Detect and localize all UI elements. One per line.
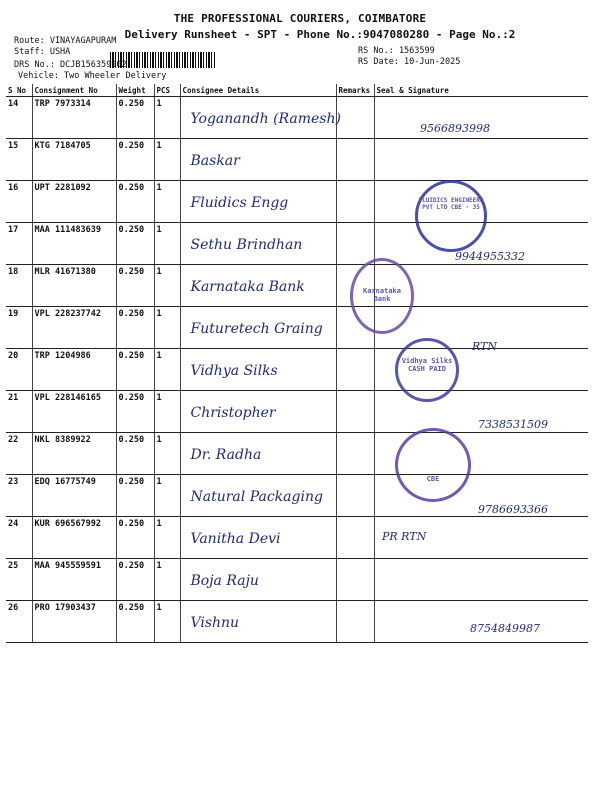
row-weight: 0.250: [116, 475, 154, 517]
row-consignment: TRP 7973314: [32, 97, 116, 139]
karnataka-stamp-text: Karnataka Bank: [363, 287, 401, 303]
runsheet-table: [6, 84, 588, 643]
row-sno: 26: [6, 601, 32, 643]
row-consignment: VPL 228237742: [32, 307, 116, 349]
sig-row26: 8754849987: [470, 622, 540, 635]
row-pcs: 1: [154, 97, 180, 139]
row-pcs: 1: [154, 391, 180, 433]
sankar-stamp-text: CBE: [426, 475, 440, 483]
row-consignment: PRO 17903437: [32, 601, 116, 643]
row-weight: 0.250: [116, 559, 154, 601]
row-pcs: 1: [154, 139, 180, 181]
row-sno: 23: [6, 475, 32, 517]
drs-number: DRS No.: DCJB156359902: [14, 60, 127, 70]
row-sno: 24: [6, 517, 32, 559]
row-consignee: Vidhya Silks: [190, 363, 278, 379]
table-row: [6, 265, 588, 307]
row-sno: 19: [6, 307, 32, 349]
fluidics-stamp-text: FLUIDICS ENGINEERS PVT LTD CBE - 35: [418, 197, 484, 211]
row-consignment: VPL 228146165: [32, 391, 116, 433]
table-header-row: [6, 84, 588, 97]
table-row: [6, 349, 588, 391]
row-consignment: MAA 111483639: [32, 223, 116, 265]
col-pcs: PCS: [154, 84, 180, 97]
row-pcs: 1: [154, 601, 180, 643]
row-consignee: Sethu Brindhan: [190, 237, 303, 253]
table-row: [6, 181, 588, 223]
row-weight: 0.250: [116, 307, 154, 349]
sig-row17: 9944955332: [455, 250, 525, 263]
row-consignee: Yoganandh (Ramesh): [190, 111, 341, 127]
row-weight: 0.250: [116, 517, 154, 559]
row-weight: 0.250: [116, 223, 154, 265]
row-pcs: 1: [154, 517, 180, 559]
table-row: [6, 433, 588, 475]
row-consignment: KTG 7184705: [32, 139, 116, 181]
col-seal: Seal & Signature: [374, 84, 588, 97]
row-weight: 0.250: [116, 391, 154, 433]
row-sno: 14: [6, 97, 32, 139]
sig-row14: 9566893998: [420, 122, 490, 135]
row-consignee: Vanitha Devi: [190, 531, 281, 547]
company-title: THE PROFESSIONAL COURIERS, COIMBATORE: [173, 12, 427, 25]
row-sno: 21: [6, 391, 32, 433]
col-consignee: Consignee Details: [180, 84, 336, 97]
row-pcs: 1: [154, 223, 180, 265]
vehicle-label: Vehicle: Two Wheeler Delivery: [18, 71, 167, 81]
rs-date: RS Date: 10-Jun-2025: [358, 57, 461, 67]
row-weight: 0.250: [116, 139, 154, 181]
row-pcs: 1: [154, 181, 180, 223]
row-consignment: MAA 945559591: [32, 559, 116, 601]
col-weight: Weight: [116, 84, 154, 97]
row-consignment: NKL 8389922: [32, 433, 116, 475]
row-weight: 0.250: [116, 601, 154, 643]
row-pcs: 1: [154, 559, 180, 601]
row-sno: 18: [6, 265, 32, 307]
row-consignee: Fluidics Engg: [190, 195, 289, 211]
rs-number: RS No.: 1563599: [358, 46, 435, 56]
row-pcs: 1: [154, 265, 180, 307]
table-row: [6, 559, 588, 601]
table-row: [6, 139, 588, 181]
row-consignee: Christopher: [190, 405, 276, 421]
sankar-stamp: [395, 428, 471, 502]
staff-label: Staff: USHA: [14, 47, 71, 57]
sig-row23: 9786693366: [478, 503, 548, 516]
vidhya-stamp-text: Vidhya Silks CASH PAID: [401, 357, 453, 373]
row-consignee: Karnataka Bank: [190, 279, 305, 295]
row-sno: 17: [6, 223, 32, 265]
row-consignee: Futuretech Graing: [190, 321, 323, 337]
route-label: Route: VINAYAGAPURAM: [14, 36, 117, 46]
row-consignee: Baskar: [190, 153, 240, 169]
row-consignment: UPT 2281092: [32, 181, 116, 223]
col-sno: S No: [6, 84, 32, 97]
row-sno: 25: [6, 559, 32, 601]
row-sno: 15: [6, 139, 32, 181]
row-pcs: 1: [154, 433, 180, 475]
row-consignment: MLR 41671380: [32, 265, 116, 307]
row-consignee: Dr. Radha: [190, 447, 262, 463]
row-weight: 0.250: [116, 265, 154, 307]
fluidics-stamp: [415, 180, 487, 252]
row-sno: 16: [6, 181, 32, 223]
row-weight: 0.250: [116, 349, 154, 391]
row-consignment: KUR 696567992: [32, 517, 116, 559]
row-weight: 0.250: [116, 97, 154, 139]
row-pcs: 1: [154, 307, 180, 349]
row-consignee: Boja Raju: [190, 573, 259, 589]
row-pcs: 1: [154, 475, 180, 517]
row-consignee: Natural Packaging: [190, 489, 323, 505]
vidhya-silks-stamp: [395, 338, 459, 402]
row-pcs: 1: [154, 349, 180, 391]
row-consignment: EDQ 16775749: [32, 475, 116, 517]
row-sno: 22: [6, 433, 32, 475]
row-sno: 20: [6, 349, 32, 391]
sig-row20: RTN: [472, 340, 498, 353]
row-consignee: Vishnu: [190, 615, 240, 631]
table-row: [6, 307, 588, 349]
row-weight: 0.250: [116, 181, 154, 223]
row-weight: 0.250: [116, 433, 154, 475]
table-row: [6, 517, 588, 559]
col-remarks: Remarks: [336, 84, 374, 97]
sig-row24: PR RTN: [382, 530, 427, 543]
col-consignment: Consignment No: [32, 84, 116, 97]
sig-row21: 7338531509: [478, 418, 548, 431]
karnataka-bank-stamp: [350, 258, 414, 334]
row-consignment: TRP 1204986: [32, 349, 116, 391]
table-row: [6, 97, 588, 139]
runsheet-subtitle: Delivery Runsheet - SPT - Phone No.:9047080280 - Page No.:2: [124, 28, 516, 41]
